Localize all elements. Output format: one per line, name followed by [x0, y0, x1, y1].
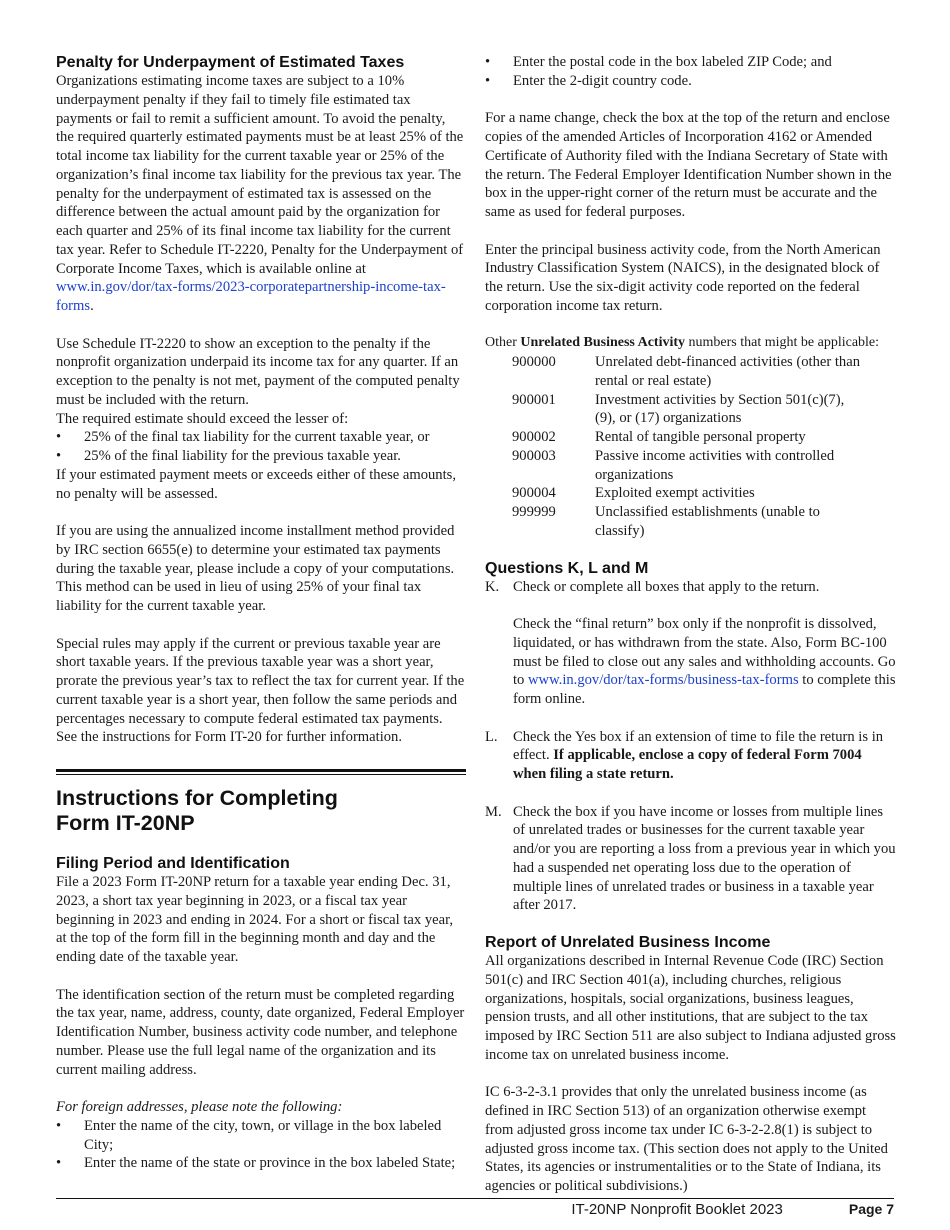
- code: 900000: [512, 354, 556, 370]
- table-row: [485, 484, 865, 503]
- list-item: • 25% of the final liability for the previous taxable year.: [56, 447, 466, 466]
- penalty-text: Organizations estimating income taxes are subject to a 10% underpayment penalty if they fail to timely file estimated tax payments or fail to remit a sufficient amount. To avoid the penalty, the required quarterly estimated payments must be at least 25% of the total income tax liability for the current taxable year or 25% of the organization’s final income tax liability for the previous tax year. The penalty for the underpayment of estimated tax is assessed on the difference between the actual amount paid by the organization for each quarter and 25% of its final income tax liability for the current tax year. Refer to Schedule IT-2220, Penalty for the Underpayment of Corporate Income Taxes, which is available online at: [56, 73, 464, 277]
- description: Passive income activities with controlled organizations: [595, 447, 835, 483]
- exception-section: [56, 335, 466, 504]
- code: 999999: [512, 504, 556, 520]
- code: 900004: [512, 485, 556, 502]
- foreign-address-section: [56, 1098, 466, 1173]
- activity-intro: [485, 334, 897, 353]
- title-line: Instructions for Completing: [56, 786, 338, 810]
- period: .: [90, 298, 94, 314]
- question-text: Check or complete all boxes that apply to the return.: [513, 578, 820, 595]
- annualized-paragraph: If you are using the annualized income installment method provided by IRC section 6655(e) to determine your estimated tax payments during the taxable year, please include a copy of your computations. This method can be used in lieu of using 25% of your final tax liability for the current taxable year.: [56, 523, 455, 614]
- description: Unclassified establishments (unable to classify): [595, 504, 820, 539]
- ic-paragraph: IC 6-3-2-3.1 provides that only the unrelated business income (as defined in IRC Section 513) of an organization otherwise exempt from adjusted gross income tax under IC 6-3-2-2.8(1) is subject to adjusted gross income tax. (This section does not apply to the United States, its agencies or instrumentalities or to the State of Indiana, its agencies or political subdivisions.): [485, 1084, 888, 1194]
- code: 900001: [512, 391, 556, 408]
- booklet-title: IT-20NP Nonprofit Booklet 2023: [571, 1200, 783, 1218]
- question-label: K.: [485, 578, 500, 595]
- text: numbers that might be applicable:: [685, 335, 880, 351]
- naics-paragraph: Enter the principal business activity code, from the North American Industry Classification System (NAICS), in the designated block of the return. Use the six-digit activity code reported on the federal corporation income tax return.: [485, 241, 881, 314]
- identification-paragraph: The identification section of the return must be completed regarding the tax year, name, address, county, date organized, Federal Employer Identification Number, business activity code number, and telephone number. Please use the full legal name of the organization and its current mailing address.: [56, 986, 465, 1078]
- filing-paragraph: File a 2023 Form IT-20NP return for a taxable year ending Dec. 31, 2023, a short tax year beginning in 2023, or a fiscal tax year beginning in 2023 and ending in 2024. For a short or fiscal tax year, at the top of the form fill in the beginning month and day and the ending date of the taxable year.: [56, 874, 454, 965]
- text: to complete this form online.: [513, 672, 896, 707]
- activity-codes-table: [485, 353, 865, 541]
- divider: [56, 774, 466, 775]
- question-text: Check the box if you have income or losses from multiple lines of unrelated trades or businesses for the current taxable year and/or you are reporting a loss from a previous year in which you had a suspended net operating loss due to the operation of multiple lines of unrelated trades or business in a taxable year after 2017.: [513, 803, 896, 914]
- description: Investment activities by Section 501(c)(7), (9), or (17) organizations: [595, 391, 845, 427]
- foreign-bullets: [56, 1117, 466, 1173]
- text: Check the “final return” box only if the nonprofit is dissolved, liquidated, or has withdrawn from the state. Also, Form BC-100 must be filed to close out any sales and withholding accounts. Go to: [513, 616, 896, 689]
- foreign-intro: For foreign addresses, please note the following:: [56, 1099, 343, 1115]
- description: Rental of tangible personal property: [595, 429, 806, 445]
- instructions-title: [56, 786, 466, 836]
- question-label: L.: [485, 728, 498, 745]
- table-row: [485, 447, 865, 485]
- foreign-bullets-continued: [485, 53, 897, 91]
- no-penalty-text: If your estimated payment meets or exceeds either of these amounts, no penalty will be assessed.: [56, 466, 456, 502]
- question-k: [485, 578, 897, 709]
- footer: [56, 1196, 894, 1220]
- table-row: [485, 391, 865, 429]
- table-row: [485, 428, 865, 447]
- final-return-text: [513, 615, 897, 709]
- table-row: [485, 353, 865, 391]
- estimate-bullets: [56, 428, 466, 466]
- list-item: • Enter the 2-digit country code.: [485, 72, 897, 91]
- penalty-paragraph: [56, 72, 466, 316]
- description: Exploited exempt activities: [595, 485, 755, 502]
- questions-heading: Questions K, L and M: [485, 559, 649, 577]
- divider: [56, 769, 466, 772]
- table-row: [485, 503, 865, 541]
- penalty-heading: Penalty for Underpayment of Estimated Taxes: [56, 54, 405, 71]
- footer-row: [56, 1199, 894, 1220]
- text: Other: [485, 335, 521, 351]
- bold-text: If applicable, enclose a copy of federal Form 7004 when filing a state return.: [513, 747, 862, 782]
- list-item: • Enter the name of the state or province in the box labeled State;: [56, 1154, 466, 1173]
- left-column: [56, 53, 466, 1173]
- right-column: [485, 53, 897, 1196]
- question-m: [485, 803, 897, 916]
- description: Unrelated debt-financed activities (other than rental or real estate): [595, 354, 861, 389]
- code: 900003: [512, 447, 556, 464]
- exception-paragraph: Use Schedule IT-2220 to show an exception to the penalty if the nonprofit organization underpaid its income tax for any quarter. If an exception to the penalty is not met, payment of the computed penalty must be included with the return.: [56, 335, 460, 408]
- name-change-paragraph: For a name change, check the box at the top of the return and enclose copies of the amended Articles of Incorporation 4162 or Amended Certificate of Authority filed with the Indiana Secretary of State with the return. The Federal Employer Identification Number shown in the box in the upper-right corner of the return must be accurate and the same as used for federal purposes.: [485, 110, 892, 220]
- question-l: [485, 728, 897, 784]
- business-tax-forms-link[interactable]: www.in.gov/dor/tax-forms/business-tax-forms: [528, 672, 799, 689]
- list-item: • 25% of the final tax liability for the current taxable year, or: [56, 428, 466, 447]
- question-label: M.: [485, 803, 502, 820]
- report-paragraph: All organizations described in Internal Revenue Code (IRC) Section 501(c) and IRC Section 401(a), including churches, religious organizations, hospitals, social organizations, business leagues, pension trusts, and all other institutions, that are subject to the tax imposed by IRC Section 511 are also subject to Indiana adjusted gross income tax on unrelated business income.: [485, 953, 896, 1063]
- short-year-paragraph: Special rules may apply if the current or previous taxable year are short taxable years. If the previous taxable year was a short year, prorate the previous year’s tax to reflect the tax for current year. If the current taxable year is a short year, then follow the same periods and percentages necessary to compute federal estimated tax payments. See the instructions for Form IT-20 for further information.: [56, 635, 465, 746]
- question-text: Check the Yes box if an extension of time to file the return is in effect.: [513, 728, 884, 764]
- corporate-forms-link[interactable]: www.in.gov/dor/tax-forms/2023-corporatepartnership-income-tax-forms: [56, 279, 446, 314]
- bold-text: Unrelated Business Activity: [520, 335, 686, 351]
- code: 900002: [512, 429, 556, 445]
- required-estimate-text: The required estimate should exceed the lesser of:: [56, 410, 349, 427]
- title-line: Form IT-20NP: [56, 811, 195, 835]
- list-item: • Enter the postal code in the box labeled ZIP Code; and: [485, 53, 897, 72]
- list-item: • Enter the name of the city, town, or village in the box labeled City;: [56, 1117, 466, 1155]
- columns: [0, 53, 950, 1196]
- filing-heading: Filing Period and Identification: [56, 855, 290, 872]
- report-heading: Report of Unrelated Business Income: [485, 934, 771, 951]
- page-number: Page 7: [848, 1200, 894, 1217]
